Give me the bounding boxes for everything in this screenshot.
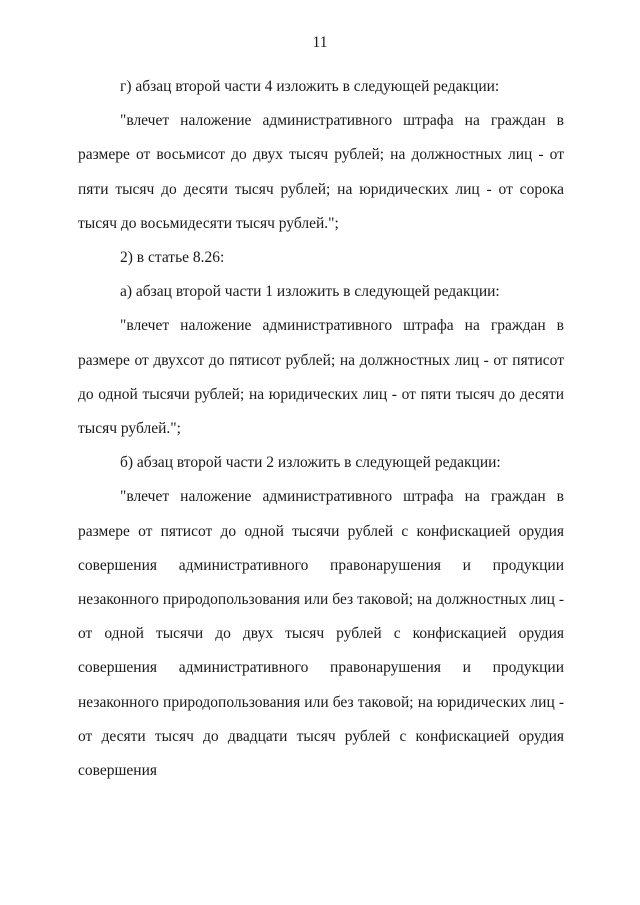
paragraph-7: "влечет наложение административного штрафа на граждан в размере от пятисот до одной тысячи рублей с конфискацией орудия совершения административного правонарушения и продукции незаконного природопользования или без таковой; на должностных лиц - от одной тысячи до двух тысяч рублей с конфискацией орудия совершения административного правонарушения и продукции незаконного природопользования или без таковой; на юридических лиц - от десяти тысяч до двадцати тысяч рублей с конфискацией орудия совершения bbox=[78, 488, 564, 780]
paragraph-6: б) абзац второй части 2 изложить в следующей редакции: bbox=[120, 454, 501, 472]
paragraph-1: г) абзац второй части 4 изложить в следующей редакции: bbox=[120, 78, 500, 95]
paragraph-5: "влечет наложение административного штрафа на граждан в размере от двухсот до пятисот рублей; на должностных лиц - от пятисот до одной тысячи рублей; на юридических лиц - от пяти тысяч до десяти тысяч рублей."; bbox=[78, 317, 564, 438]
page-number: 11 bbox=[312, 34, 328, 51]
paragraph-4: а) абзац второй части 1 изложить в следующей редакции: bbox=[120, 283, 500, 301]
paragraph-3: 2) в статье 8.26: bbox=[120, 249, 225, 267]
paragraph-2: "влечет наложение административного штрафа на граждан в размере от восьмисот до двух тысяч рублей; на должностных лиц - от пяти тысяч до десяти тысяч рублей; на юридических лиц - от сорока тысяч до восьмидесяти тысяч рублей."; bbox=[78, 112, 564, 232]
document-body bbox=[78, 70, 564, 788]
